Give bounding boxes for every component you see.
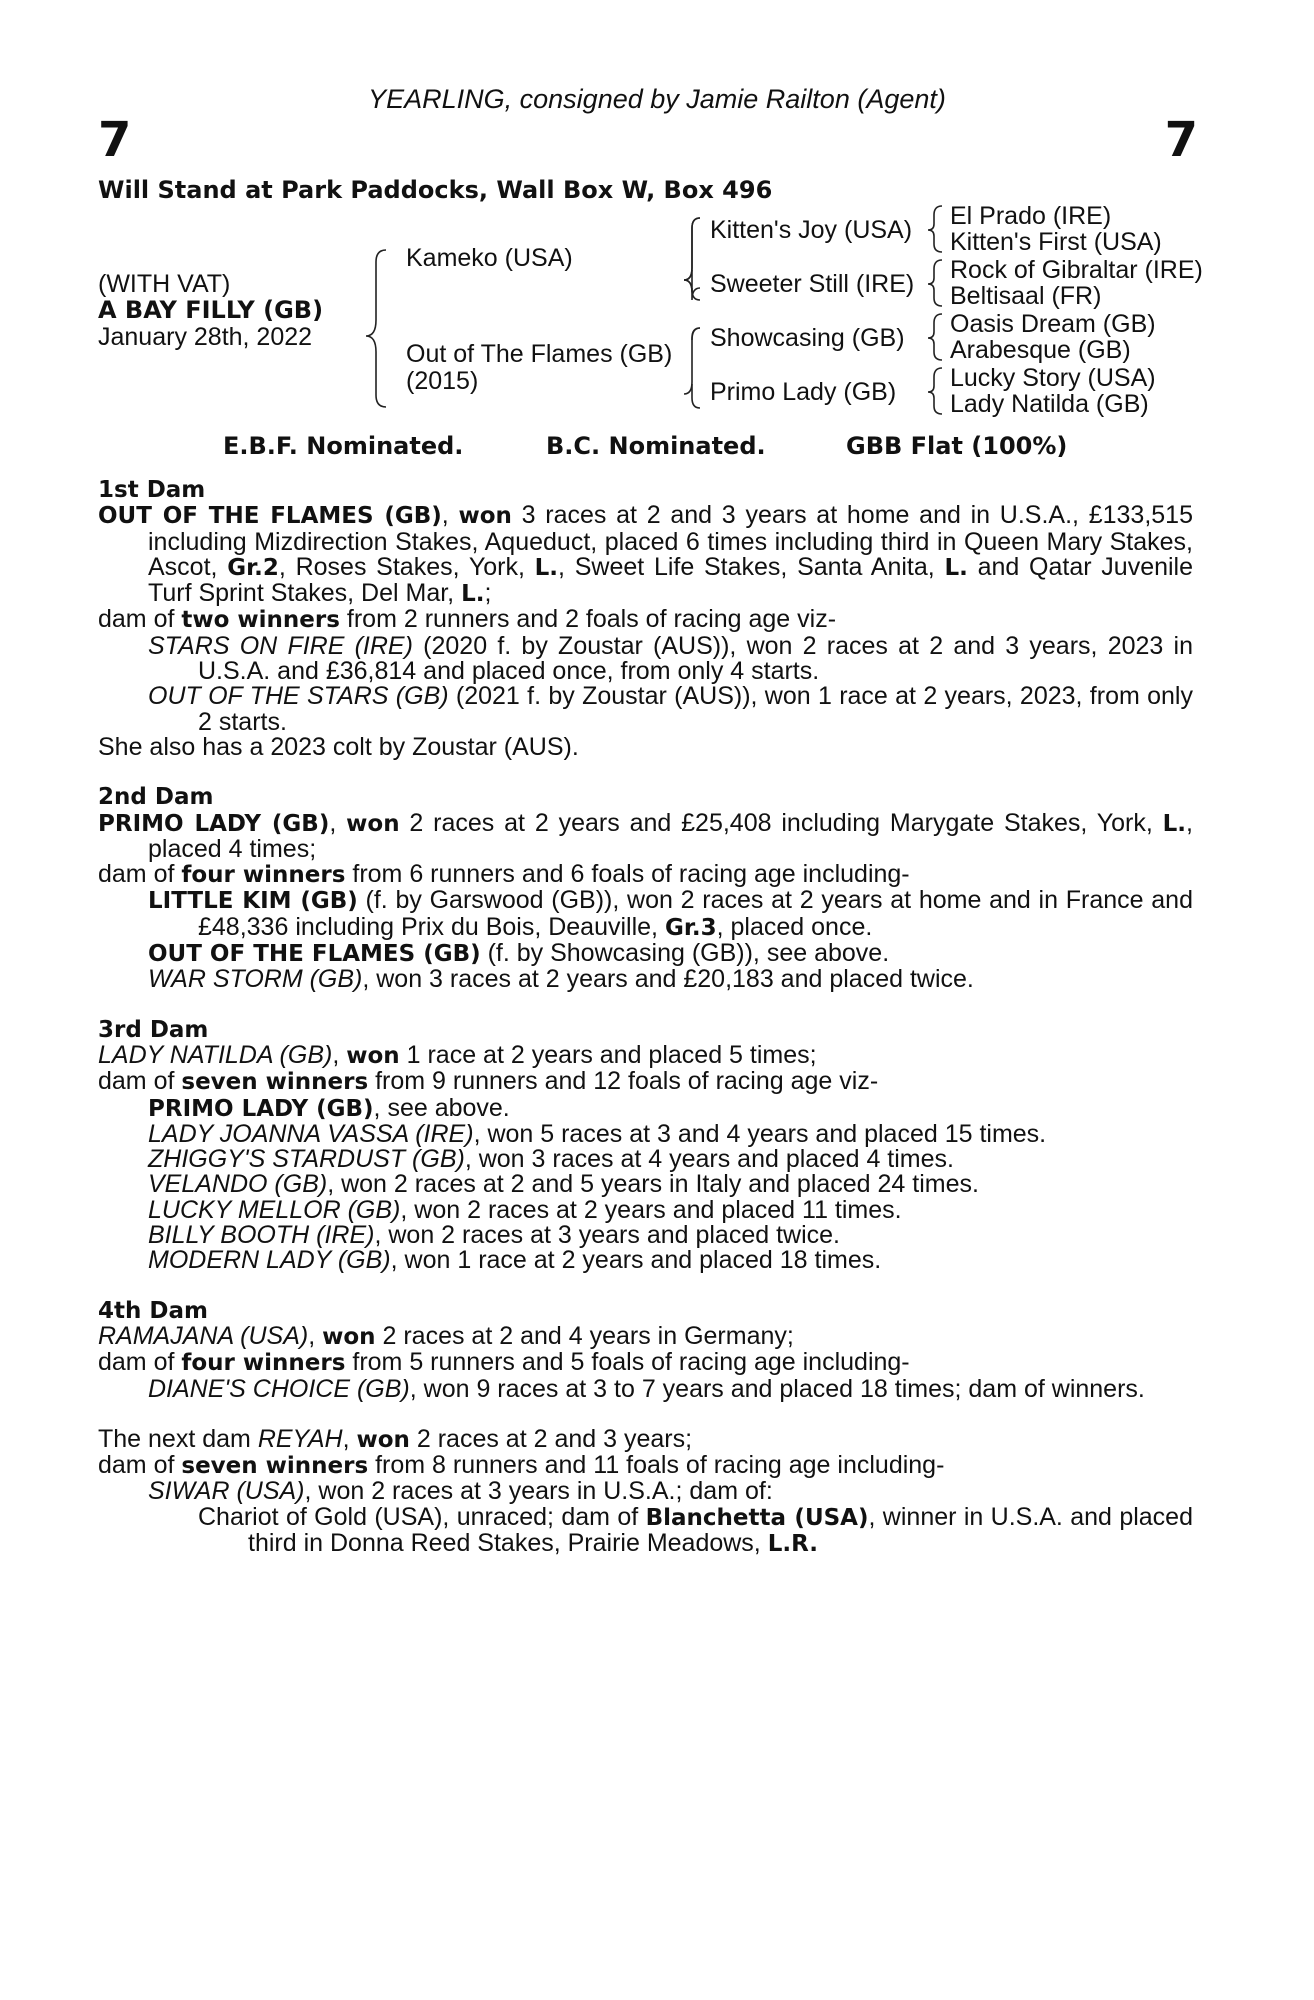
produce-record: (2021 f. by Zoustar (AUS)), won 1 race at 2 years, 2023, from only 2 starts. [198,682,1193,736]
dam-of-text: dam of [98,1067,182,1096]
third-dam-name: LADY NATILDA (GB) [98,1040,333,1069]
produce-entry [98,1195,1193,1224]
bracket-g4 [928,368,942,414]
sire-dam: Sweeter Still (IRE) [710,270,915,298]
record-text: 2 races at 2 and 4 years in Germany; [375,1321,794,1350]
produce-record: , placed once. [716,912,873,941]
won-label: won [346,1042,400,1069]
produce-record: (2020 f. by Zoustar (AUS)), won 2 races at 2 and 3 years, 2023 in U.S.A. and £36,814 and placed once, from only 4 starts. [198,631,1193,686]
first-dam-record: OUT OF THE FLAMES (GB), won 3 races at 2 and 3 years at home and in U.S.A., £133,515 including Mizdirection Stakes, Aqueduct, placed 6 times including third in Queen Mary Stakes, Ascot, Gr.2, Roses Stakes, York, L., Sweet Life Stakes, Santa Anita, L. and Qatar Juvenile Turf Sprint Stakes, Del Mar, L.; [98,501,1194,608]
produce-record: , won 9 races at 3 to 7 years and placed 18 times; dam of winners. [409,1374,1145,1403]
produce-entry [98,1223,1193,1248]
dam-of-text: from 8 runners and 11 foals of racing age including- [368,1451,945,1480]
dam-of-text: dam of [98,860,182,889]
bracket-g1 [928,206,942,252]
produce-name: LADY JOANNA VASSA (IRE) [148,1119,474,1148]
produce-record: , won 2 races at 2 and 5 years in Italy and placed 24 times. [327,1170,979,1199]
produce-record: , won 2 races at 3 years and placed twice. [374,1221,840,1250]
next-dam-section [98,1424,1193,1557]
grandparent-6: Arabesque (GB) [950,336,1131,364]
record-text: 2 races at 2 years and £25,408 including Marygate Stakes, York, [399,808,1163,837]
sire: Kameko (USA) [406,244,573,272]
record-text: , placed 4 times; [148,808,1193,863]
first-dam-note: She also has a 2023 colt by Zoustar (AUS). [98,732,579,761]
produce-entry [98,1147,1193,1172]
produce-record: Chariot of Gold (USA), unraced; dam of [198,1502,646,1531]
listed-label: L. [534,554,559,581]
produce-entry [98,1093,1193,1122]
grandparent-8: Lady Natilda (GB) [950,390,1149,418]
first-dam-section [98,478,1193,760]
winners-count: two winners [181,607,340,634]
produce-entry [98,1374,1193,1403]
produce-name: DIANE'S CHOICE (GB) [148,1374,410,1403]
produce-name: BILLY BOOTH (IRE) [148,1221,375,1250]
produce-entry [98,1119,1193,1148]
won-label: won [458,503,512,530]
vat-note: (WITH VAT) [98,270,231,298]
lot-number-left: 7 [98,112,132,168]
record-text: and Qatar Juvenile Turf Sprint Stakes, Del Mar, [148,552,1194,608]
produce-name: ZHIGGY'S STARDUST (GB) [148,1145,465,1174]
fourth-dam-heading: 4th Dam [98,1297,208,1324]
second-dam-section [98,785,1193,992]
winners-count: four winners [181,862,346,889]
produce-entry [98,1172,1193,1197]
produce-name: OUT OF THE STARS (GB) [148,682,449,711]
bracket-main [366,250,386,407]
stand-location: Will Stand at Park Paddocks, Wall Box W, Box 496 [98,176,773,204]
produce-record: , won 3 races at 2 years and £20,183 and placed twice. [362,965,974,994]
bracket-dam-bottom [692,384,700,408]
second-dam-heading: 2nd Dam [98,784,214,811]
produce-entry [98,684,1193,735]
produce-name: SIWAR (USA) [148,1477,305,1506]
second-dam-name: PRIMO LADY (GB) [98,810,330,837]
produce-entry [98,967,1193,992]
catalogue-body [98,478,1193,1557]
grandparent-3: Rock of Gibraltar (IRE) [950,256,1203,284]
consignment-line: YEARLING, consigned by Jamie Railton (Agent) [368,84,946,114]
dam-of-text: from 9 runners and 12 foals of racing age viz- [368,1067,879,1096]
produce-name: PRIMO LADY (GB) [148,1095,374,1122]
grade-label: Gr.3 [664,914,717,941]
dam-year: (2015) [406,367,479,395]
record-text: 2 races at 2 and 3 years; [409,1424,693,1453]
third-dam-heading: 3rd Dam [98,1016,209,1043]
bracket-sire-bottom [692,270,700,300]
ebf-nomination: E.B.F. Nominated. [223,432,464,460]
produce-entry [98,888,1193,941]
fourth-dam-section [98,1299,1193,1402]
dam-dam: Primo Lady (GB) [710,378,897,406]
winners-count: seven winners [181,1453,369,1480]
bracket-g3 [928,314,942,360]
grandparent-5: Oasis Dream (GB) [950,310,1156,338]
sire-sire: Kitten's Joy (USA) [710,216,913,244]
record-text: , Sweet Life Stakes, Santa Anita, [558,552,945,581]
produce-entry [98,631,1193,686]
produce-record: (f. by Showcasing (GB)), see above. [480,939,890,968]
dam: Out of The Flames (GB) [406,340,673,368]
bracket-dam-upper [692,328,700,340]
first-dam-produce-summary [98,607,1193,633]
produce-entry [98,1479,1193,1504]
produce-record: , see above. [373,1093,510,1122]
fourth-dam-produce-summary [98,1350,1193,1376]
dam-of-text: dam of [98,1451,182,1480]
produce-name: LITTLE KIM (GB) [148,888,358,915]
dam-of-text: dam of [98,1348,182,1377]
second-dam-record: PRIMO LADY (GB), won 2 races at 2 years and £25,408 including Marygate Stakes, York, L., placed 4 times; [98,808,1193,863]
dam-of-text: from 6 runners and 6 foals of racing age including- [345,860,910,889]
bc-nomination: B.C. Nominated. [546,432,766,460]
next-dam-produce-summary [98,1453,1193,1479]
next-dam-name: REYAH [257,1424,343,1453]
grandparent-4: Beltisaal (FR) [950,282,1102,310]
dam-of-text: dam of [98,605,182,634]
record-text: ; [484,579,492,608]
gbb-flat: GBB Flat (100%) [846,432,1068,460]
won-label: won [346,810,400,837]
dam-of-text: from 2 runners and 2 foals of racing age viz- [339,605,837,634]
fourth-dam-name: RAMAJANA (USA) [98,1321,309,1350]
won-label: won [322,1323,376,1350]
foaling-date: January 28th, 2022 [98,323,313,351]
produce-entry [98,941,1193,967]
third-dam-section [98,1018,1193,1274]
won-label: won [356,1426,410,1453]
produce-name: MODERN LADY (GB) [148,1246,391,1275]
fourth-dam-record: RAMAJANA (USA), won 2 races at 2 and 4 years in Germany; [98,1321,794,1350]
bracket-sire-lower [684,280,692,292]
produce-name: OUT OF THE FLAMES (GB) [148,941,481,968]
produce-name: WAR STORM (GB) [148,965,363,994]
next-dam-record: The next dam REYAH, won 2 races at 2 and 3 years; [98,1424,693,1453]
record-text: 3 races at 2 and 3 years at home and in U.S.A., £133,515 including Mizdirection Stakes, Aqueduct, placed 6 times including third in Queen Mary Stakes, Ascot, [148,501,1193,581]
produce-name: LUCKY MELLOR (GB) [148,1195,401,1224]
produce-record: , won 5 races at 3 and 4 years and placed 15 times. [473,1119,1047,1148]
produce-record: , won 2 races at 2 years and placed 11 times. [400,1195,902,1224]
third-dam-record: LADY NATILDA (GB), won 1 race at 2 years and placed 5 times; [98,1040,817,1069]
produce-record: , won 3 races at 4 years and placed 4 times. [464,1145,954,1174]
next-dam-intro: The next dam [98,1424,258,1453]
record-text: , Roses Stakes, York, [278,552,535,581]
winners-count: four winners [181,1350,346,1377]
lot-number-right: 7 [1164,112,1198,168]
produce-name: STARS ON FIRE (IRE) [148,631,413,660]
grandparent-7: Lucky Story (USA) [950,364,1156,392]
horse-name: A BAY FILLY (GB) [98,296,324,324]
produce-entry [98,1248,1193,1273]
produce-record: , won 2 races at 3 years in U.S.A.; dam of: [304,1477,773,1506]
listed-label: L. [461,581,485,608]
dam-sire: Showcasing (GB) [710,324,905,352]
listed-label: L.R. [767,1530,818,1557]
second-dam-produce-summary [98,862,1193,888]
first-dam-name: OUT OF THE FLAMES (GB) [98,503,442,530]
grandparent-2: Kitten's First (USA) [950,228,1162,256]
produce-record: , won 1 race at 2 years and placed 18 times. [390,1246,882,1275]
produce-record: (f. by Garswood (GB)), won 2 races at 2 years at home and in France and £48,336 including Prix du Bois, Deauville, [198,886,1193,941]
first-dam-heading: 1st Dam [98,477,206,503]
third-dam-produce-summary [98,1069,1193,1095]
grand-produce-entry [98,1502,1193,1558]
dam-of-text: from 5 runners and 5 foals of racing age including- [345,1348,910,1377]
listed-label: L. [944,554,968,581]
produce-name: Blanchetta (USA) [645,1504,869,1531]
bracket-g2 [928,260,942,306]
grade-label: Gr.2 [227,554,279,581]
listed-label: L. [1162,810,1187,837]
grandparent-1: El Prado (IRE) [950,202,1112,230]
winners-count: seven winners [181,1069,369,1096]
produce-name: VELANDO (GB) [148,1170,328,1199]
produce-record: , winner in U.S.A. and placed third in Donna Reed Stakes, Prairie Meadows, [248,1502,1193,1557]
record-text: 1 race at 2 years and placed 5 times; [399,1040,817,1069]
